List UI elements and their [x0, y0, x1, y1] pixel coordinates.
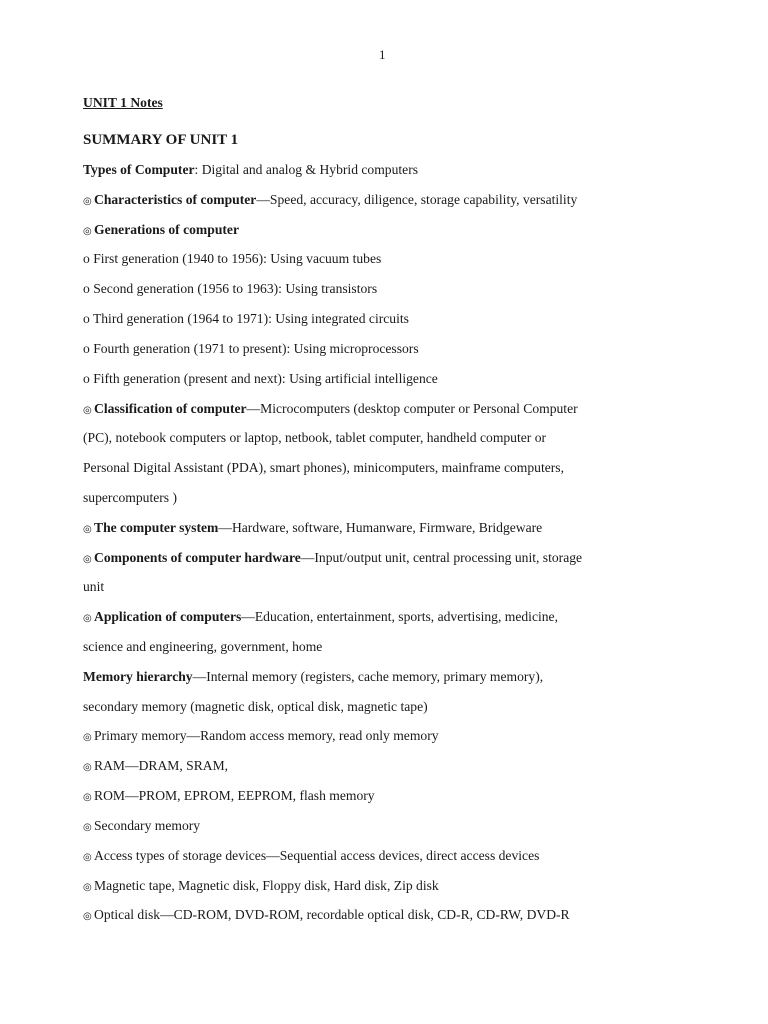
memory-item-text: Primary memory—Random access memory, read only memory — [94, 728, 439, 743]
components-line — [83, 550, 582, 566]
types-line — [83, 162, 418, 178]
classification-line-3: Personal Digital Assistant (PDA), smart phones), minicomputers, mainframe computers, — [83, 460, 564, 475]
memory-item — [83, 848, 539, 864]
summary-title: SUMMARY OF UNIT 1 — [83, 132, 239, 148]
application-line-2: science and engineering, government, home — [83, 639, 323, 654]
memory-item — [83, 818, 200, 834]
memory-text: —Internal memory (registers, cache memory, primary memory), — [192, 669, 544, 684]
memory-label: Memory hierarchy — [83, 669, 193, 684]
memory-item-text: ROM—PROM, EPROM, EEPROM, flash memory — [94, 788, 375, 803]
memory-item-text: RAM—DRAM, SRAM, — [94, 758, 229, 773]
bullet-icon: ◎ — [83, 732, 92, 743]
memory-item — [83, 728, 439, 744]
components-label: Components of computer hardware — [94, 550, 301, 565]
characteristics-text: —Speed, accuracy, diligence, storage capability, versatility — [256, 192, 578, 207]
memory-item-text: Magnetic tape, Magnetic disk, Floppy disk, Hard disk, Zip disk — [94, 878, 439, 893]
application-text: —Education, entertainment, sports, advertising, medicine, — [241, 609, 558, 624]
memory-item — [83, 758, 228, 774]
classification-label: Classification of computer — [94, 401, 247, 416]
types-text: : Digital and analog & Hybrid computers — [194, 162, 419, 177]
bullet-icon: ◎ — [83, 405, 92, 416]
memory-line-2: secondary memory (magnetic disk, optical disk, magnetic tape) — [83, 699, 428, 714]
bullet-icon: ◎ — [83, 196, 92, 207]
characteristics-label: Characteristics of computer — [94, 192, 257, 207]
characteristics-line — [83, 192, 577, 208]
bullet-icon: ◎ — [83, 762, 92, 773]
memory-item — [83, 878, 439, 894]
bullet-icon: ◎ — [83, 613, 92, 624]
bullet-icon: ◎ — [83, 554, 92, 565]
classification-line-2: (PC), notebook computers or laptop, netbook, tablet computer, handheld computer or — [83, 430, 547, 445]
generation-item: o Third generation (1964 to 1971): Using integrated circuits — [83, 311, 409, 326]
generation-item: o Fifth generation (present and next): Using artificial intelligence — [83, 371, 438, 386]
types-label: Types of Computer — [83, 162, 195, 177]
system-line — [83, 520, 542, 536]
generation-item: o Second generation (1956 to 1963): Using transistors — [83, 281, 378, 296]
bullet-icon: ◎ — [83, 524, 92, 535]
application-label: Application of computers — [94, 609, 242, 624]
system-text: —Hardware, software, Humanware, Firmware, Bridgeware — [218, 520, 543, 535]
classification-text: —Microcomputers (desktop computer or Personal Computer — [246, 401, 578, 416]
components-text: —Input/output unit, central processing unit, storage — [300, 550, 583, 565]
classification-line — [83, 401, 578, 417]
generations-line — [83, 222, 239, 238]
memory-item-text: Optical disk—CD-ROM, DVD-ROM, recordable optical disk, CD-R, CD-RW, DVD-R — [94, 907, 570, 922]
bullet-icon: ◎ — [83, 882, 92, 893]
memory-item-text: Secondary memory — [94, 818, 201, 833]
memory-item-text: Access types of storage devices—Sequential access devices, direct access devices — [94, 848, 540, 863]
memory-item — [83, 788, 375, 804]
generations-label: Generations of computer — [94, 222, 239, 237]
bullet-icon: ◎ — [83, 822, 92, 833]
bullet-icon: ◎ — [83, 792, 92, 803]
components-line-2: unit — [83, 579, 105, 594]
bullet-icon: ◎ — [83, 852, 92, 863]
system-label: The computer system — [94, 520, 219, 535]
memory-item — [83, 907, 570, 923]
bullet-icon: ◎ — [83, 911, 92, 922]
classification-line-4: supercomputers ) — [83, 490, 177, 505]
notes-title: UNIT 1 Notes — [83, 95, 163, 110]
page-number: 1 — [379, 47, 386, 62]
generation-item: o Fourth generation (1971 to present): Using microprocessors — [83, 341, 419, 356]
application-line — [83, 609, 558, 625]
generation-item: o First generation (1940 to 1956): Using vacuum tubes — [83, 251, 382, 266]
memory-line — [83, 669, 543, 685]
bullet-icon: ◎ — [83, 226, 92, 237]
